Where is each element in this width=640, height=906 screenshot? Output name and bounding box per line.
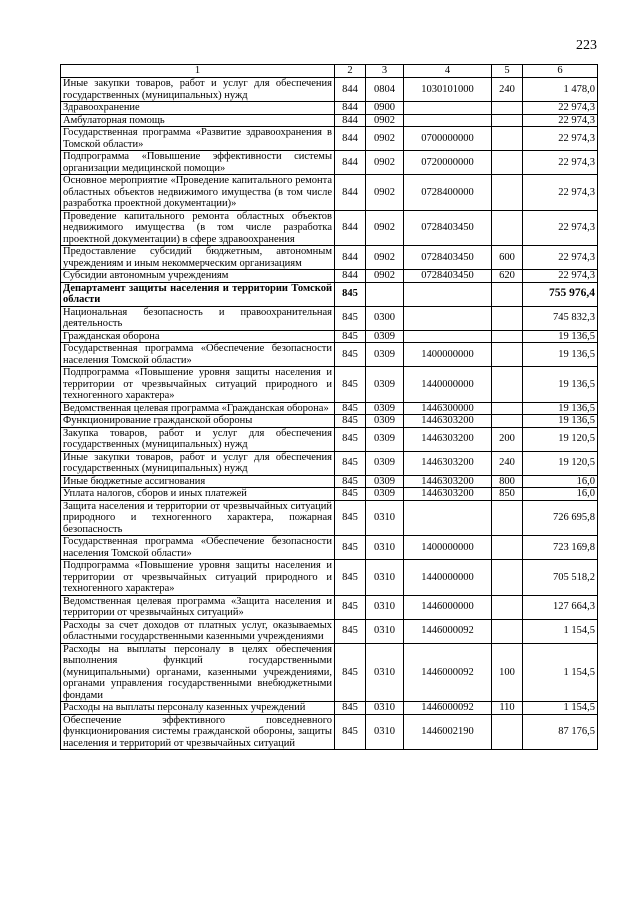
- target-article-cell: [404, 114, 492, 127]
- table-row: [61, 560, 598, 596]
- department-code-cell: 845: [335, 714, 366, 750]
- expense-type-cell: 800: [492, 475, 523, 488]
- target-article-cell: 1400000000: [404, 536, 492, 560]
- department-code-cell: 844: [335, 114, 366, 127]
- amount-cell: 19 136,5: [523, 330, 598, 343]
- section-code-cell: 0300: [366, 306, 404, 330]
- section-code-cell: 0309: [366, 427, 404, 451]
- item-name-cell: Функционирование гражданской обороны: [61, 415, 335, 428]
- target-article-cell: [404, 500, 492, 536]
- target-article-cell: 0728403450: [404, 270, 492, 283]
- table-row: [61, 102, 598, 115]
- expense-type-cell: [492, 210, 523, 246]
- target-article-cell: 1446002190: [404, 714, 492, 750]
- department-code-cell: 845: [335, 451, 366, 475]
- table-header-row: [61, 65, 598, 78]
- budget-table: [60, 64, 598, 750]
- item-name-cell: Государственная программа «Обеспечение безопасности населения Томской области»: [61, 343, 335, 367]
- section-code-cell: 0902: [366, 210, 404, 246]
- department-code-cell: 844: [335, 127, 366, 151]
- amount-cell: 705 518,2: [523, 560, 598, 596]
- expense-type-cell: [492, 500, 523, 536]
- expense-type-cell: 240: [492, 451, 523, 475]
- department-code-cell: 845: [335, 427, 366, 451]
- item-name-cell: Государственная программа «Обеспечение безопасности населения Томской области»: [61, 536, 335, 560]
- target-article-cell: 0700000000: [404, 127, 492, 151]
- table-row: [61, 536, 598, 560]
- amount-cell: 19 136,5: [523, 367, 598, 403]
- target-article-cell: 1440000000: [404, 560, 492, 596]
- expense-type-cell: 850: [492, 488, 523, 501]
- amount-cell: 723 169,8: [523, 536, 598, 560]
- target-article-cell: 1446000092: [404, 702, 492, 715]
- table-body: [61, 78, 598, 750]
- department-code-cell: 845: [335, 500, 366, 536]
- section-code-cell: 0902: [366, 127, 404, 151]
- expense-type-cell: 200: [492, 427, 523, 451]
- expense-type-cell: [492, 151, 523, 175]
- section-code-cell: 0902: [366, 114, 404, 127]
- table-row: [61, 78, 598, 102]
- column-header: 3: [366, 65, 404, 78]
- section-code-cell: [366, 282, 404, 306]
- amount-cell: 22 974,3: [523, 114, 598, 127]
- department-code-cell: 845: [335, 560, 366, 596]
- amount-cell: 19 136,5: [523, 402, 598, 415]
- table-row: [61, 427, 598, 451]
- table-row: [61, 306, 598, 330]
- item-name-cell: Расходы на выплаты персоналу казенных учреждений: [61, 702, 335, 715]
- target-article-cell: [404, 282, 492, 306]
- department-code-cell: 845: [335, 306, 366, 330]
- target-article-cell: 1446303200: [404, 488, 492, 501]
- target-article-cell: [404, 306, 492, 330]
- section-code-cell: 0900: [366, 102, 404, 115]
- column-header: 2: [335, 65, 366, 78]
- table-row: [61, 714, 598, 750]
- table-row: [61, 282, 598, 306]
- section-code-cell: 0310: [366, 500, 404, 536]
- item-name-cell: Национальная безопасность и правоохранительная деятельность: [61, 306, 335, 330]
- item-name-cell: Подпрограмма «Повышение уровня защиты населения и территории от чрезвычайных ситуаций природного и техногенного характера»: [61, 367, 335, 403]
- expense-type-cell: 620: [492, 270, 523, 283]
- item-name-cell: Иные закупки товаров, работ и услуг для обеспечения государственных (муниципальных) нужд: [61, 451, 335, 475]
- section-code-cell: 0309: [366, 475, 404, 488]
- expense-type-cell: [492, 127, 523, 151]
- item-name-cell: Предоставление субсидий бюджетным, автономным учреждениям и иным некоммерческим организациям: [61, 246, 335, 270]
- item-name-cell: Иные закупки товаров, работ и услуг для обеспечения государственных (муниципальных) нужд: [61, 78, 335, 102]
- column-header: 4: [404, 65, 492, 78]
- amount-cell: 19 120,5: [523, 427, 598, 451]
- section-code-cell: 0902: [366, 270, 404, 283]
- item-name-cell: Основное мероприятие «Проведение капитального ремонта областных объектов недвижимого имущества (в том числе разработка проектной документации)»: [61, 175, 335, 211]
- department-code-cell: 845: [335, 330, 366, 343]
- section-code-cell: 0309: [366, 415, 404, 428]
- department-code-cell: 844: [335, 210, 366, 246]
- column-header: 1: [61, 65, 335, 78]
- amount-cell: 1 154,5: [523, 643, 598, 702]
- amount-cell: 16,0: [523, 475, 598, 488]
- table-row: [61, 127, 598, 151]
- department-code-cell: 845: [335, 282, 366, 306]
- amount-cell: 22 974,3: [523, 127, 598, 151]
- target-article-cell: 1446000092: [404, 619, 492, 643]
- item-name-cell: Здравоохранение: [61, 102, 335, 115]
- expense-type-cell: [492, 343, 523, 367]
- target-article-cell: 1446303200: [404, 475, 492, 488]
- department-code-cell: 845: [335, 367, 366, 403]
- section-code-cell: 0309: [366, 343, 404, 367]
- expense-type-cell: 600: [492, 246, 523, 270]
- table-row: [61, 475, 598, 488]
- department-code-cell: 844: [335, 151, 366, 175]
- amount-cell: 19 136,5: [523, 415, 598, 428]
- amount-cell: 19 120,5: [523, 451, 598, 475]
- expense-type-cell: [492, 306, 523, 330]
- item-name-cell: Расходы на выплаты персоналу в целях обеспечения выполнения функций государственными (муниципальными) органами, казенными учреждениями, органами управления государственными внебюджетными фондами: [61, 643, 335, 702]
- table-row: [61, 595, 598, 619]
- section-code-cell: 0310: [366, 702, 404, 715]
- department-code-cell: 844: [335, 102, 366, 115]
- item-name-cell: Департамент защиты населения и территории Томской области: [61, 282, 335, 306]
- column-header: 5: [492, 65, 523, 78]
- item-name-cell: Ведомственная целевая программа «Защита населения и территории от чрезвычайных ситуаций»: [61, 595, 335, 619]
- amount-cell: 22 974,3: [523, 270, 598, 283]
- table-row: [61, 702, 598, 715]
- item-name-cell: Обеспечение эффективного повседневного функционирования системы гражданской обороны, защиты населения и территорий от чрезвычайных ситуаций: [61, 714, 335, 750]
- table-row: [61, 175, 598, 211]
- department-code-cell: 845: [335, 343, 366, 367]
- expense-type-cell: [492, 367, 523, 403]
- expense-type-cell: [492, 595, 523, 619]
- department-code-cell: 845: [335, 475, 366, 488]
- section-code-cell: 0902: [366, 175, 404, 211]
- section-code-cell: 0804: [366, 78, 404, 102]
- amount-cell: 19 136,5: [523, 343, 598, 367]
- department-code-cell: 844: [335, 78, 366, 102]
- target-article-cell: 1446303200: [404, 415, 492, 428]
- item-name-cell: Государственная программа «Развитие здравоохранения в Томской области»: [61, 127, 335, 151]
- table-row: [61, 114, 598, 127]
- section-code-cell: 0309: [366, 367, 404, 403]
- department-code-cell: 844: [335, 270, 366, 283]
- item-name-cell: Защита населения и территории от чрезвычайных ситуаций природного и техногенного характера, пожарная безопасность: [61, 500, 335, 536]
- table-row: [61, 451, 598, 475]
- section-code-cell: 0309: [366, 402, 404, 415]
- expense-type-cell: [492, 402, 523, 415]
- item-name-cell: Подпрограмма «Повышение уровня защиты населения и территории от чрезвычайных ситуаций природного и техногенного характера»: [61, 560, 335, 596]
- department-code-cell: 845: [335, 702, 366, 715]
- table-row: [61, 330, 598, 343]
- page-number: 223: [576, 38, 597, 53]
- amount-cell: 745 832,3: [523, 306, 598, 330]
- amount-cell: 87 176,5: [523, 714, 598, 750]
- table-row: [61, 643, 598, 702]
- department-code-cell: 845: [335, 643, 366, 702]
- item-name-cell: Амбулаторная помощь: [61, 114, 335, 127]
- expense-type-cell: [492, 102, 523, 115]
- department-code-cell: 845: [335, 488, 366, 501]
- table-row: [61, 246, 598, 270]
- expense-type-cell: [492, 560, 523, 596]
- table-row: [61, 151, 598, 175]
- table-row: [61, 488, 598, 501]
- target-article-cell: 0720000000: [404, 151, 492, 175]
- target-article-cell: 1400000000: [404, 343, 492, 367]
- expense-type-cell: 240: [492, 78, 523, 102]
- target-article-cell: 1440000000: [404, 367, 492, 403]
- item-name-cell: Субсидии автономным учреждениям: [61, 270, 335, 283]
- expense-type-cell: 110: [492, 702, 523, 715]
- department-code-cell: 845: [335, 415, 366, 428]
- target-article-cell: 0728403450: [404, 210, 492, 246]
- section-code-cell: 0309: [366, 488, 404, 501]
- amount-cell: 726 695,8: [523, 500, 598, 536]
- item-name-cell: Подпрограмма «Повышение эффективности системы организации медицинской помощи»: [61, 151, 335, 175]
- item-name-cell: Проведение капитального ремонта областных объектов недвижимого имущества (в том числе разработка проектной документации) в сфере здравоохранения: [61, 210, 335, 246]
- section-code-cell: 0309: [366, 451, 404, 475]
- item-name-cell: Гражданская оборона: [61, 330, 335, 343]
- table-row: [61, 270, 598, 283]
- section-code-cell: 0902: [366, 246, 404, 270]
- table-row: [61, 402, 598, 415]
- table-row: [61, 343, 598, 367]
- target-article-cell: 1030101000: [404, 78, 492, 102]
- expense-type-cell: [492, 282, 523, 306]
- target-article-cell: 0728403450: [404, 246, 492, 270]
- expense-type-cell: [492, 330, 523, 343]
- table-row: [61, 415, 598, 428]
- amount-cell: 22 974,3: [523, 246, 598, 270]
- target-article-cell: [404, 102, 492, 115]
- target-article-cell: [404, 330, 492, 343]
- target-article-cell: 1446303200: [404, 427, 492, 451]
- amount-cell: 1 478,0: [523, 78, 598, 102]
- target-article-cell: 1446000092: [404, 643, 492, 702]
- target-article-cell: 1446303200: [404, 451, 492, 475]
- section-code-cell: 0310: [366, 560, 404, 596]
- expense-type-cell: [492, 714, 523, 750]
- amount-cell: 127 664,3: [523, 595, 598, 619]
- table-row: [61, 367, 598, 403]
- amount-cell: 22 974,3: [523, 102, 598, 115]
- section-code-cell: 0310: [366, 643, 404, 702]
- section-code-cell: 0310: [366, 536, 404, 560]
- table-row: [61, 500, 598, 536]
- amount-cell: 755 976,4: [523, 282, 598, 306]
- expense-type-cell: [492, 536, 523, 560]
- target-article-cell: 1446000000: [404, 595, 492, 619]
- department-code-cell: 844: [335, 246, 366, 270]
- expense-type-cell: [492, 415, 523, 428]
- column-header: 6: [523, 65, 598, 78]
- target-article-cell: 0728400000: [404, 175, 492, 211]
- amount-cell: 22 974,3: [523, 175, 598, 211]
- department-code-cell: 845: [335, 402, 366, 415]
- section-code-cell: 0310: [366, 595, 404, 619]
- department-code-cell: 845: [335, 595, 366, 619]
- table-row: [61, 210, 598, 246]
- item-name-cell: Иные бюджетные ассигнования: [61, 475, 335, 488]
- expense-type-cell: [492, 619, 523, 643]
- section-code-cell: 0902: [366, 151, 404, 175]
- section-code-cell: 0310: [366, 619, 404, 643]
- department-code-cell: 844: [335, 175, 366, 211]
- table-row: [61, 619, 598, 643]
- item-name-cell: Закупка товаров, работ и услуг для обеспечения государственных (муниципальных) нужд: [61, 427, 335, 451]
- amount-cell: 1 154,5: [523, 619, 598, 643]
- expense-type-cell: 100: [492, 643, 523, 702]
- amount-cell: 22 974,3: [523, 151, 598, 175]
- amount-cell: 16,0: [523, 488, 598, 501]
- section-code-cell: 0310: [366, 714, 404, 750]
- item-name-cell: Уплата налогов, сборов и иных платежей: [61, 488, 335, 501]
- item-name-cell: Ведомственная целевая программа «Гражданская оборона»: [61, 402, 335, 415]
- amount-cell: 1 154,5: [523, 702, 598, 715]
- section-code-cell: 0309: [366, 330, 404, 343]
- department-code-cell: 845: [335, 619, 366, 643]
- expense-type-cell: [492, 114, 523, 127]
- target-article-cell: 1446300000: [404, 402, 492, 415]
- expense-type-cell: [492, 175, 523, 211]
- department-code-cell: 845: [335, 536, 366, 560]
- amount-cell: 22 974,3: [523, 210, 598, 246]
- item-name-cell: Расходы за счет доходов от платных услуг, оказываемых областными государственными казенными учреждениями: [61, 619, 335, 643]
